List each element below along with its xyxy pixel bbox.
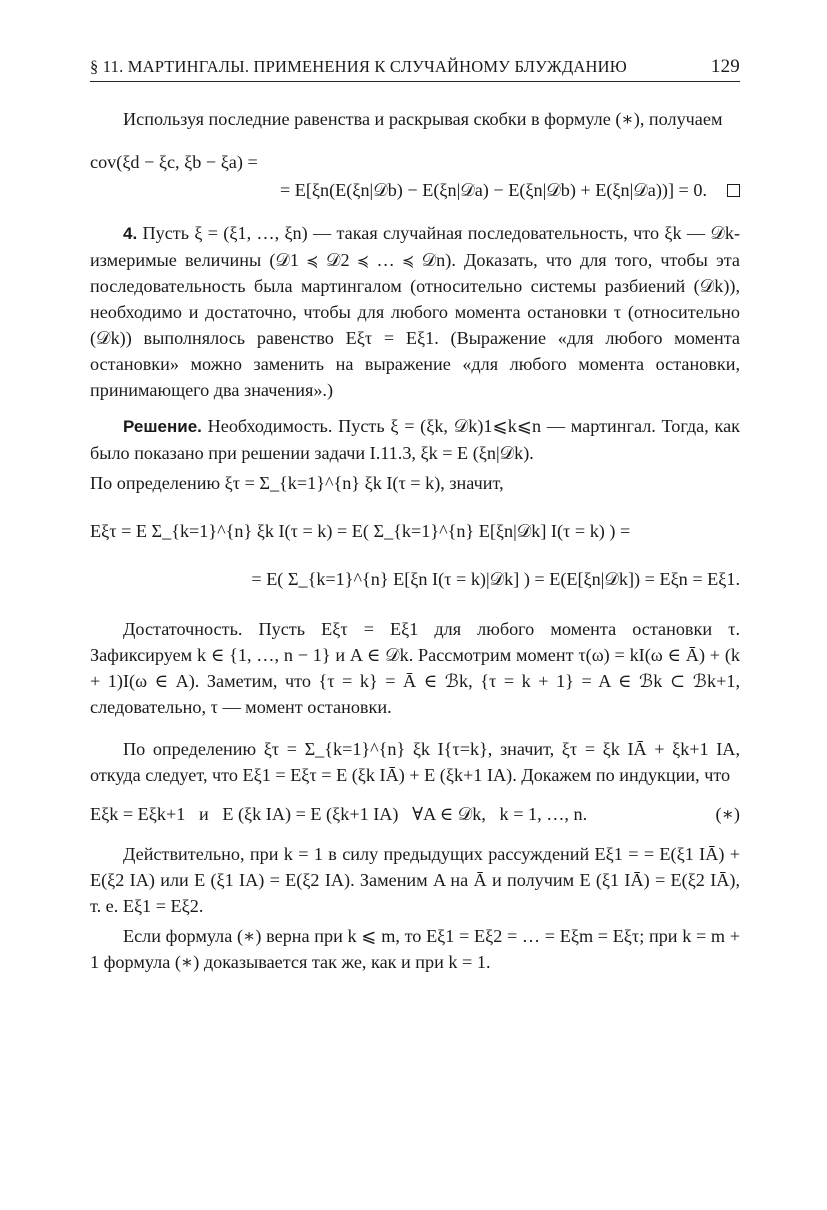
solution-paragraph [90, 413, 740, 466]
qed-square-icon [727, 184, 740, 197]
sufficiency-paragraph: Достаточность. Пусть Eξτ = Eξ1 для любого момента остановки τ. Зафиксируем k ∈ {1, …, n − 1} и A ∈ 𝒟k. Рассмотрим момент τ(ω) = kI(ω ∈ Ā) + (k + 1)I(ω ∈ A). Заметим, что {τ = k} = Ā ∈ ℬk, {τ = k + 1} = A ∈ ℬk ⊂ ℬk+1, следовательно, τ — момент остановки. [90, 619, 740, 717]
running-header [90, 56, 740, 82]
header-title: § 11. МАРТИНГАЛЫ. ПРИМЕНЕНИЯ К СЛУЧАЙНОМУ БЛУЖДАНИЮ [90, 57, 627, 76]
page [90, 56, 740, 975]
cov-equation-line2-row [90, 176, 740, 204]
solution-label: Решение. [123, 417, 202, 436]
problem-text: Пусть ξ = (ξ1, …, ξn) — такая случайная последовательность, что ξk — 𝒟k-измеримые величины (𝒟1 ≼ 𝒟2 ≼ … ≼ 𝒟n). Доказать, что для того, чтобы эта последовательность была мартингалом (относительно системы разбиений (𝒟k)), необходимо и достаточно, чтобы для любого момента остановки τ (относительно (𝒟k)) выполнялось равенство Eξτ = Eξ1. (Выражение «для любого момента остановки» можно заменить на выражение «для любого момента остановки, принимающего два значения».) [90, 223, 740, 400]
induction-equation-row [90, 804, 740, 825]
problem-number: 4. [123, 224, 138, 243]
cov-equation-line2: = E[ξn(E(ξn|𝒟b) − E(ξn|𝒟a) − E(ξn|𝒟b) + E(ξn|𝒟a))] = 0. [279, 180, 707, 200]
display-equation-line2: = E( Σ_{k=1}^{n} E[ξn I(τ = k)|𝒟k] ) = E(E[ξn|𝒟k]) = Eξn = Eξ1. [251, 569, 740, 589]
definition-paragraph: По определению ξτ = Σ_{k=1}^{n} ξk I{τ=k}, значит, ξτ = ξk IĀ + ξk+1 IA, откуда следует, что Eξ1 = Eξτ = E (ξk IĀ) + E (ξk+1 IA). Докажем по индукции, что [90, 739, 740, 785]
intro-paragraph: Используя последние равенства и раскрывая скобки в формуле (∗), получаем [123, 109, 723, 129]
page-number: 129 [710, 56, 740, 77]
problem-paragraph [90, 220, 740, 403]
indeed-paragraph: Действительно, при k = 1 в силу предыдущих рассуждений Eξ1 = = E(ξ1 IĀ) + E(ξ2 IA) или E (ξ1 IA) = E(ξ2 IA). Заменим A на Ā и получим E (ξ1 IĀ) = E(ξ2 IĀ), т. е. Eξ1 = Eξ2. [90, 844, 740, 916]
solution-necessity-text: Необходимость. Пусть ξ = (ξk, 𝒟k)1⩽k⩽n — мартингал. Тогда, как было показано при решении задачи I.11.3, ξk = E (ξn|𝒟k). [90, 416, 740, 463]
final-paragraph: Если формула (∗) верна при k ⩽ m, то Eξ1 = Eξ2 = … = Eξm = Eξτ; при k = m + 1 формула (∗) доказывается так же, как и при k = 1. [90, 926, 740, 972]
induction-tag: (∗) [715, 804, 740, 824]
induction-equation: Eξk = Eξk+1 и E (ξk IA) = E (ξk+1 IA) ∀A ∈ 𝒟k, k = 1, …, n. [90, 804, 588, 824]
solution-definition: По определению ξτ = Σ_{k=1}^{n} ξk I(τ = k), значит, [90, 473, 504, 493]
display-equation-line1: Eξτ = E Σ_{k=1}^{n} ξk I(τ = k) = E( Σ_{k=1}^{n} E[ξn|𝒟k] I(τ = k) ) = [90, 521, 631, 541]
cov-equation-line1: cov(ξd − ξc, ξb − ξa) = [90, 152, 258, 172]
